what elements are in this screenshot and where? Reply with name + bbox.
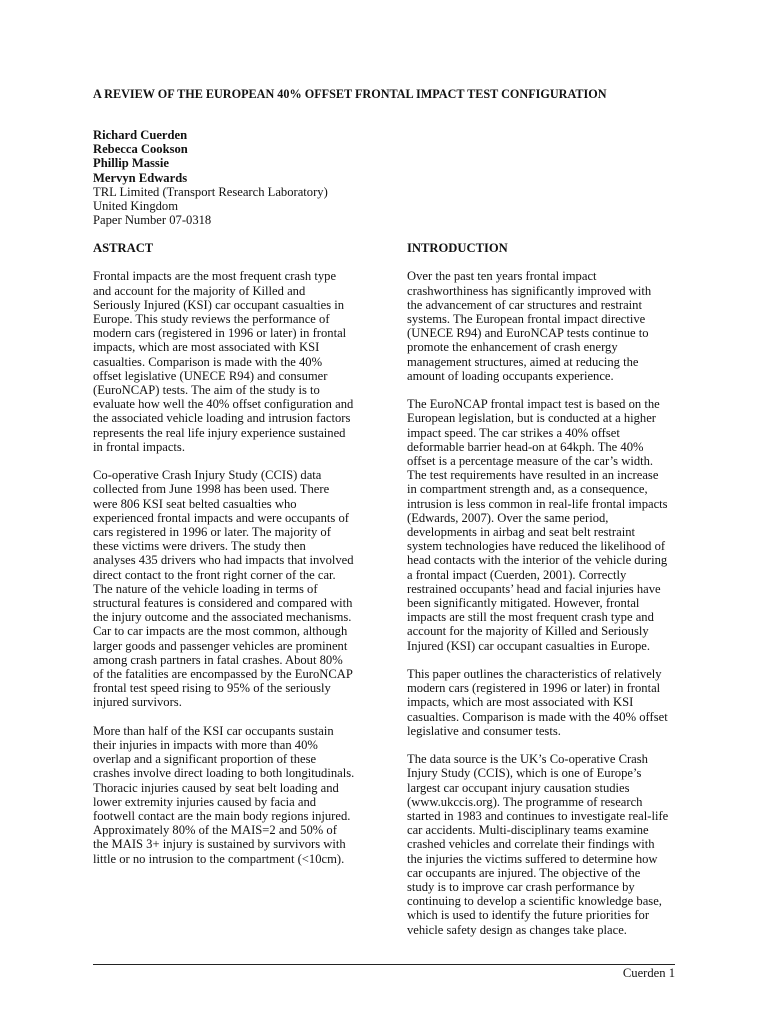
text-line: largest car occupant injury causation studies: [407, 780, 630, 795]
text-line: continuing to develop a scientific knowledge base,: [407, 894, 662, 909]
text-line: modern cars (registered in 1996 or later) in frontal: [407, 681, 661, 696]
text-line: frontal test speed rising to 95% of the seriously: [93, 681, 331, 696]
text-line: the injury outcome and the associated mechanisms.: [93, 610, 352, 625]
text-line: Over the past ten years frontal impact: [407, 269, 597, 284]
text-line: management structures, aimed at reducing the: [407, 354, 639, 369]
text-line: systems. The European frontal impact directive: [407, 312, 646, 326]
text-line: The test requirements have resulted in an increase: [407, 468, 659, 483]
text-line: represents the real life injury experience sustained: [93, 425, 346, 440]
text-line: Europe. This study reviews the performance of: [93, 312, 330, 326]
text-line: legislative and consumer tests.: [407, 723, 561, 738]
author-name: Richard Cuerden: [93, 128, 188, 142]
text-line: in compartment strength and, as a consequence,: [407, 482, 648, 497]
text-line: Frontal impacts are the most frequent crash type: [93, 269, 337, 284]
text-line: analyses 435 drivers who had impacts that involved: [93, 553, 354, 568]
text-line: Co-operative Crash Injury Study (CCIS) data: [93, 468, 322, 483]
author-name: Rebecca Cookson: [93, 142, 188, 157]
text-line: Car to car impacts are the most common, although: [93, 624, 348, 639]
text-line: been significantly mitigated. However, frontal: [407, 596, 640, 611]
paragraph: [407, 397, 689, 653]
text-line: offset is a percentage measure of the car’s width.: [407, 454, 654, 469]
text-line: system technologies have reduced the likelihood of: [407, 539, 666, 554]
text-line: (www.ukccis.org). The programme of research: [407, 794, 643, 809]
text-line: intrusion is less common in real-life frontal impacts: [407, 496, 668, 511]
text-line: larger goods and passenger vehicles are prominent: [93, 638, 348, 653]
text-line: developments in airbag and seat belt restraint: [407, 525, 636, 540]
text-line: Approximately 80% of the MAIS=2 and 50% of: [93, 823, 337, 838]
paper-title: A REVIEW OF THE EUROPEAN 40% OFFSET FRONTAL IMPACT TEST CONFIGURATION: [93, 87, 607, 101]
text-line: footwell contact are the main body regions injured.: [93, 809, 351, 824]
text-line: European legislation, but is conducted at a higher: [407, 411, 657, 426]
text-line: were 806 KSI seat belted casualties who: [93, 496, 297, 511]
introduction-column: [407, 241, 689, 951]
text-line: More than half of the KSI car occupants sustain: [93, 723, 334, 738]
text-line: head contacts with the interior of the vehicle during: [407, 553, 668, 568]
text-line: restrained occupants’ head and facial injuries have: [407, 581, 661, 596]
text-line: amount of loading occupants experience.: [407, 368, 614, 383]
paragraph: [407, 752, 689, 937]
paragraph: [93, 468, 373, 709]
text-line: impact speed. The car strikes a 40% offset: [407, 425, 620, 440]
text-line: in frontal impacts.: [93, 439, 185, 454]
text-line: little or no intrusion to the compartment (<10cm).: [93, 851, 345, 866]
text-line: (EuroNCAP) tests. The aim of the study is to: [93, 383, 320, 398]
text-line: The data source is the UK’s Co-operative Crash: [407, 752, 648, 767]
text-line: impacts, which are most associated with KSI: [407, 695, 634, 710]
text-line: impacts are still the most frequent crash type and: [407, 610, 654, 625]
text-line: car occupants are injured. The objective of the: [407, 865, 641, 880]
text-line: the associated vehicle loading and intrusion factors: [93, 411, 351, 426]
abstract-column: [93, 241, 373, 880]
text-line: direct contact to the front right corner of the car.: [93, 567, 336, 582]
introduction-heading: INTRODUCTION: [407, 241, 508, 255]
text-line: This paper outlines the characteristics of relatively: [407, 667, 662, 682]
abstract-heading: ASTRACT: [93, 241, 154, 255]
text-line: a frontal impact (Cuerden, 2001). Correctly: [407, 567, 627, 582]
author-block: [93, 128, 393, 227]
text-line: (UNECE R94) and EuroNCAP tests continue to: [407, 326, 649, 341]
author-name: Phillip Massie: [93, 156, 169, 171]
text-line: the advancement of car structures and restraint: [407, 297, 642, 312]
text-line: account for the majority of Killed and Seriously: [407, 624, 649, 639]
text-line: the injuries the victims suffered to determine how: [407, 851, 658, 866]
paragraph: [93, 269, 373, 454]
text-line: experienced frontal impacts and were occupants of: [93, 510, 349, 525]
text-line: lower extremity injuries caused by facia and: [93, 794, 317, 809]
text-line: structural features is considered and compared with: [93, 596, 353, 611]
text-line: Seriously Injured (KSI) car occupant casualties in: [93, 297, 345, 312]
text-line: vehicle safety design as changes take place.: [407, 922, 627, 937]
text-line: promote the enhancement of crash energy: [407, 340, 618, 355]
text-line: car accidents. Multi-disciplinary teams examine: [407, 823, 649, 838]
text-line: Thoracic injuries caused by seat belt loading and: [93, 780, 339, 795]
text-line: evaluate how well the 40% offset configuration and: [93, 397, 354, 412]
affiliation-organization: TRL Limited (Transport Research Laboratory): [93, 184, 328, 199]
footer-divider: [93, 964, 675, 965]
text-line: casualties. Comparison is made with the 40% offset: [407, 709, 668, 724]
text-line: Injured (KSI) car occupant casualties in Europe.: [407, 638, 651, 653]
text-line: The nature of the vehicle loading in terms of: [93, 581, 318, 596]
text-line: crashed vehicles and correlate their findings with: [407, 837, 655, 852]
text-line: of the fatalities are encompassed by the EuroNCAP: [93, 667, 353, 682]
text-line: injured survivors.: [93, 695, 182, 710]
author-name: Mervyn Edwards: [93, 170, 188, 185]
text-line: the MAIS 3+ injury is sustained by survivors with: [93, 837, 346, 852]
text-line: crashes involve direct loading to both longitudinals.: [93, 766, 355, 781]
text-line: their injuries in impacts with more than 40%: [93, 738, 318, 753]
page-footer: Cuerden 1: [622, 966, 675, 980]
text-line: study is to improve car crash performance by: [407, 880, 635, 895]
text-line: (Edwards, 2007). Over the same period,: [407, 510, 609, 525]
text-line: started in 1983 and continues to investigate real-life: [407, 809, 669, 824]
text-line: which is used to identify the future priorities for: [407, 908, 650, 923]
text-line: modern cars (registered in 1996 or later) in frontal: [93, 326, 347, 341]
text-line: and account for the majority of Killed and: [93, 283, 306, 298]
affiliation-country: United Kingdom: [93, 199, 179, 214]
paragraph: [93, 724, 373, 866]
paragraph: [407, 667, 689, 738]
text-line: among crash partners in fatal crashes. About 80%: [93, 652, 343, 667]
text-line: offset legislative (UNECE R94) and consumer: [93, 368, 328, 383]
paragraph: [407, 269, 689, 383]
text-line: impacts, which are most associated with KSI: [93, 340, 320, 355]
text-line: cars registered in 1996 or later. The majority of: [93, 525, 331, 540]
text-line: Injury Study (CCIS), which is one of Europe’s: [407, 766, 642, 781]
text-line: overlap and a significant proportion of these: [93, 752, 317, 767]
text-line: these victims were drivers. The study then: [93, 539, 306, 554]
text-line: deformable barrier head-on at 64kph. The 40%: [407, 439, 644, 454]
text-line: crashworthiness has significantly improved with: [407, 283, 652, 298]
text-line: collected from June 1998 has been used. There: [93, 482, 330, 497]
paper-number: Paper Number 07-0318: [93, 213, 212, 228]
text-line: The EuroNCAP frontal impact test is based on the: [407, 397, 660, 412]
text-line: casualties. Comparison is made with the 40%: [93, 354, 323, 369]
